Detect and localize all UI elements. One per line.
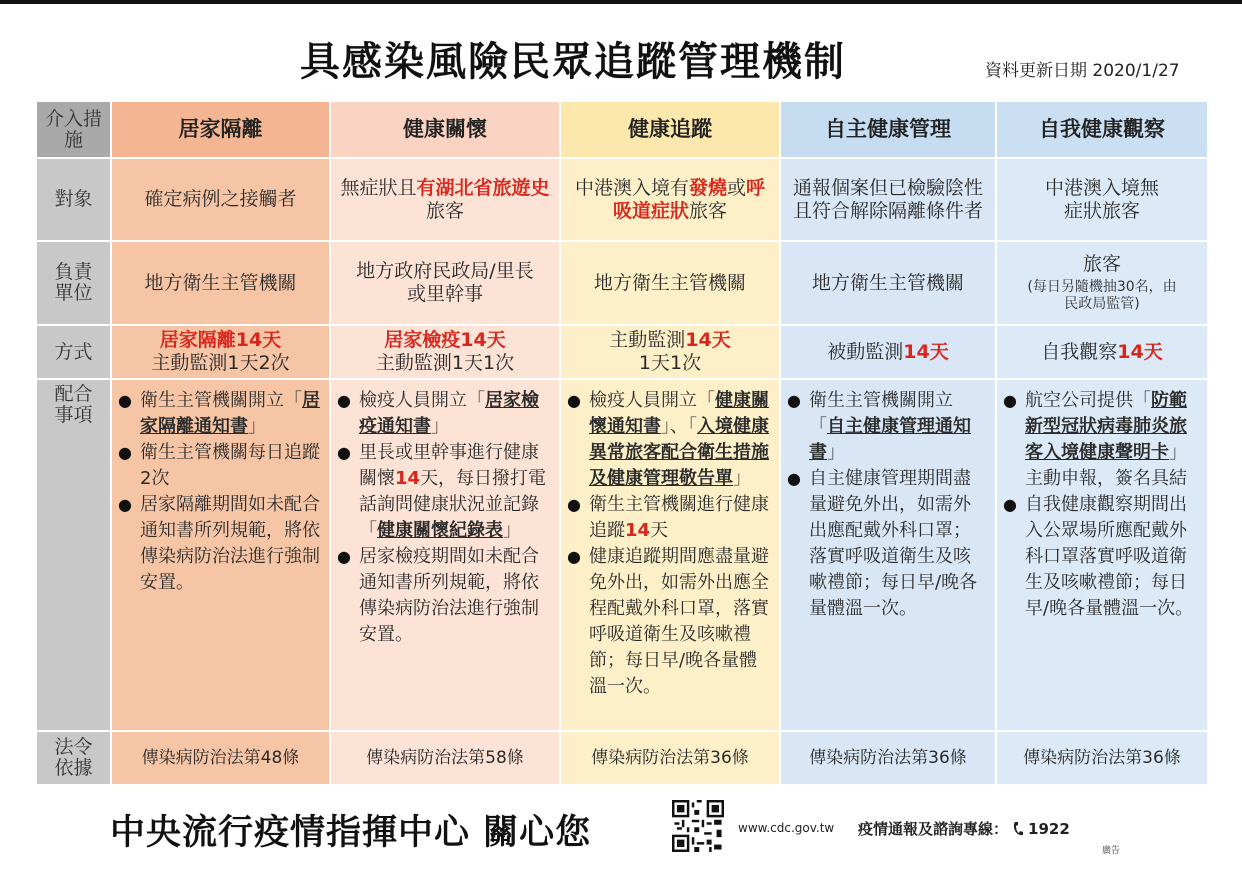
note-item: ● 居家隔離期間如未配合通知書所列規範，將依傳染病防治法進行強制安置。 (118, 492, 321, 596)
tracking-table (37, 102, 1207, 784)
top-border (0, 0, 1242, 4)
note-item: ● 檢疫人員開立「居家檢疫通知書」 (337, 388, 551, 440)
method-cell-1: 居家隔離14天 主動監測1天2次 (110, 324, 329, 378)
unit-cell-2: 地方政府民政局/里長或里幹事 (329, 240, 559, 324)
hotline: 疫情通報及諮詢專線： 1922 (858, 819, 1070, 838)
target-cell-1: 確定病例之接觸者 (110, 157, 329, 240)
bullet-icon: ● (1003, 391, 1017, 410)
law-cell-4: 傳染病防治法第36條 (779, 730, 995, 784)
bullet-icon: ● (337, 443, 351, 462)
notes-cell-2 (329, 378, 559, 730)
footer-slogan: 中央流行疫情指揮中心 關心您 (110, 813, 592, 853)
notes-cell-4 (779, 378, 995, 730)
unit-cell-5: 旅客 (每日另隨機抽30名，由民政局監管) (995, 240, 1207, 324)
bullet-icon: ● (337, 391, 351, 410)
website-link[interactable]: www.cdc.gov.tw (738, 821, 835, 835)
ad-label: 廣告 (1102, 846, 1121, 856)
row-header-unit: 負責單位 (37, 240, 110, 324)
note-item: ● 里長或里幹事進行健康關懷14天，每日撥打電話詢問健康狀況並記錄「健康關懷紀錄表」 (337, 440, 551, 544)
bullet-icon: ● (787, 391, 801, 410)
note-item: ● 航空公司提供「防範新型冠狀病毒肺炎旅客入境健康聲明卡」主動申報，簽名具結 (1003, 388, 1199, 492)
target-cell-5: 中港澳入境無症狀旅客 (995, 157, 1207, 240)
bullet-icon: ● (567, 391, 581, 410)
col-header-self-management: 自主健康管理 (779, 102, 995, 157)
notes-cell-1 (110, 378, 329, 730)
bullet-icon: ● (567, 547, 581, 566)
note-item: ● 健康追蹤期間應盡量避免外出，如需外出應全程配戴外科口罩，落實呼吸道衛生及咳嗽禮節；每日早/晚各量體溫一次。 (567, 544, 771, 700)
bullet-icon: ● (118, 443, 132, 462)
row-header-method: 方式 (37, 324, 110, 378)
target-cell-3: 中港澳入境有發燒或呼吸道症狀旅客 (559, 157, 779, 240)
note-item: ● 衛生主管機關進行健康追蹤14天 (567, 492, 771, 544)
law-cell-1: 傳染病防治法第48條 (110, 730, 329, 784)
notes-cell-3 (559, 378, 779, 730)
law-cell-2: 傳染病防治法第58條 (329, 730, 559, 784)
row-header-notes: 配合事項 (37, 378, 110, 730)
row-header-law: 法令依據 (37, 730, 110, 784)
col-header-self-observation: 自我健康觀察 (995, 102, 1207, 157)
target-cell-2: 無症狀且有湖北省旅遊史旅客 (329, 157, 559, 240)
unit-cell-4: 地方衛生主管機關 (779, 240, 995, 324)
update-date: 資料更新日期 2020/1/27 (985, 61, 1180, 81)
phone-icon (1012, 821, 1024, 837)
note-item: ● 居家檢疫期間如未配合通知書所列規範，將依傳染病防治法進行強制安置。 (337, 544, 551, 648)
method-cell-3: 主動監測14天 1天1次 (559, 324, 779, 378)
method-cell-2: 居家檢疫14天 主動監測1天1次 (329, 324, 559, 378)
note-item: ● 自我健康觀察期間出入公眾場所應配戴外科口罩落實呼吸道衛生及咳嗽禮節；每日早/晚各量體溫一次。 (1003, 492, 1199, 622)
unit-cell-3: 地方衛生主管機關 (559, 240, 779, 324)
note-item: ● 衛生主管機關開立「居家隔離通知書」 (118, 388, 321, 440)
col-header-health-tracking: 健康追蹤 (559, 102, 779, 157)
col-header-health-care: 健康關懷 (329, 102, 559, 157)
unit-cell-1: 地方衛生主管機關 (110, 240, 329, 324)
note-item: ● 自主健康管理期間盡量避免外出，如需外出應配戴外科口罩；落實呼吸道衛生及咳嗽禮節；每日早/晚各量體溫一次。 (787, 466, 987, 622)
note-item: ● 衛生主管機關每日追蹤2次 (118, 440, 321, 492)
row-header-target: 對象 (37, 157, 110, 240)
col-header-home-isolation: 居家隔離 (110, 102, 329, 157)
law-cell-5: 傳染病防治法第36條 (995, 730, 1207, 784)
bullet-icon: ● (787, 469, 801, 488)
note-item: ● 衛生主管機關開立「自主健康管理通知書」 (787, 388, 987, 466)
row-header-measure: 介入措施 (37, 102, 110, 157)
bullet-icon: ● (1003, 495, 1017, 514)
notes-cell-5 (995, 378, 1207, 730)
qr-code-icon (672, 800, 724, 852)
law-cell-3: 傳染病防治法第36條 (559, 730, 779, 784)
bullet-icon: ● (337, 547, 351, 566)
bullet-icon: ● (118, 495, 132, 514)
page-title: 具感染風險民眾追蹤管理機制 (300, 39, 846, 85)
method-cell-4: 被動監測14天 (779, 324, 995, 378)
bullet-icon: ● (567, 495, 581, 514)
note-item: ● 檢疫人員開立「健康關懷通知書」、「入境健康異常旅客配合衛生措施及健康管理敬告單」 (567, 388, 771, 492)
hotline-number[interactable]: 1922 (1028, 819, 1070, 838)
target-cell-4: 通報個案但已檢驗陰性且符合解除隔離條件者 (779, 157, 995, 240)
bullet-icon: ● (118, 391, 132, 410)
method-cell-5: 自我觀察14天 (995, 324, 1207, 378)
